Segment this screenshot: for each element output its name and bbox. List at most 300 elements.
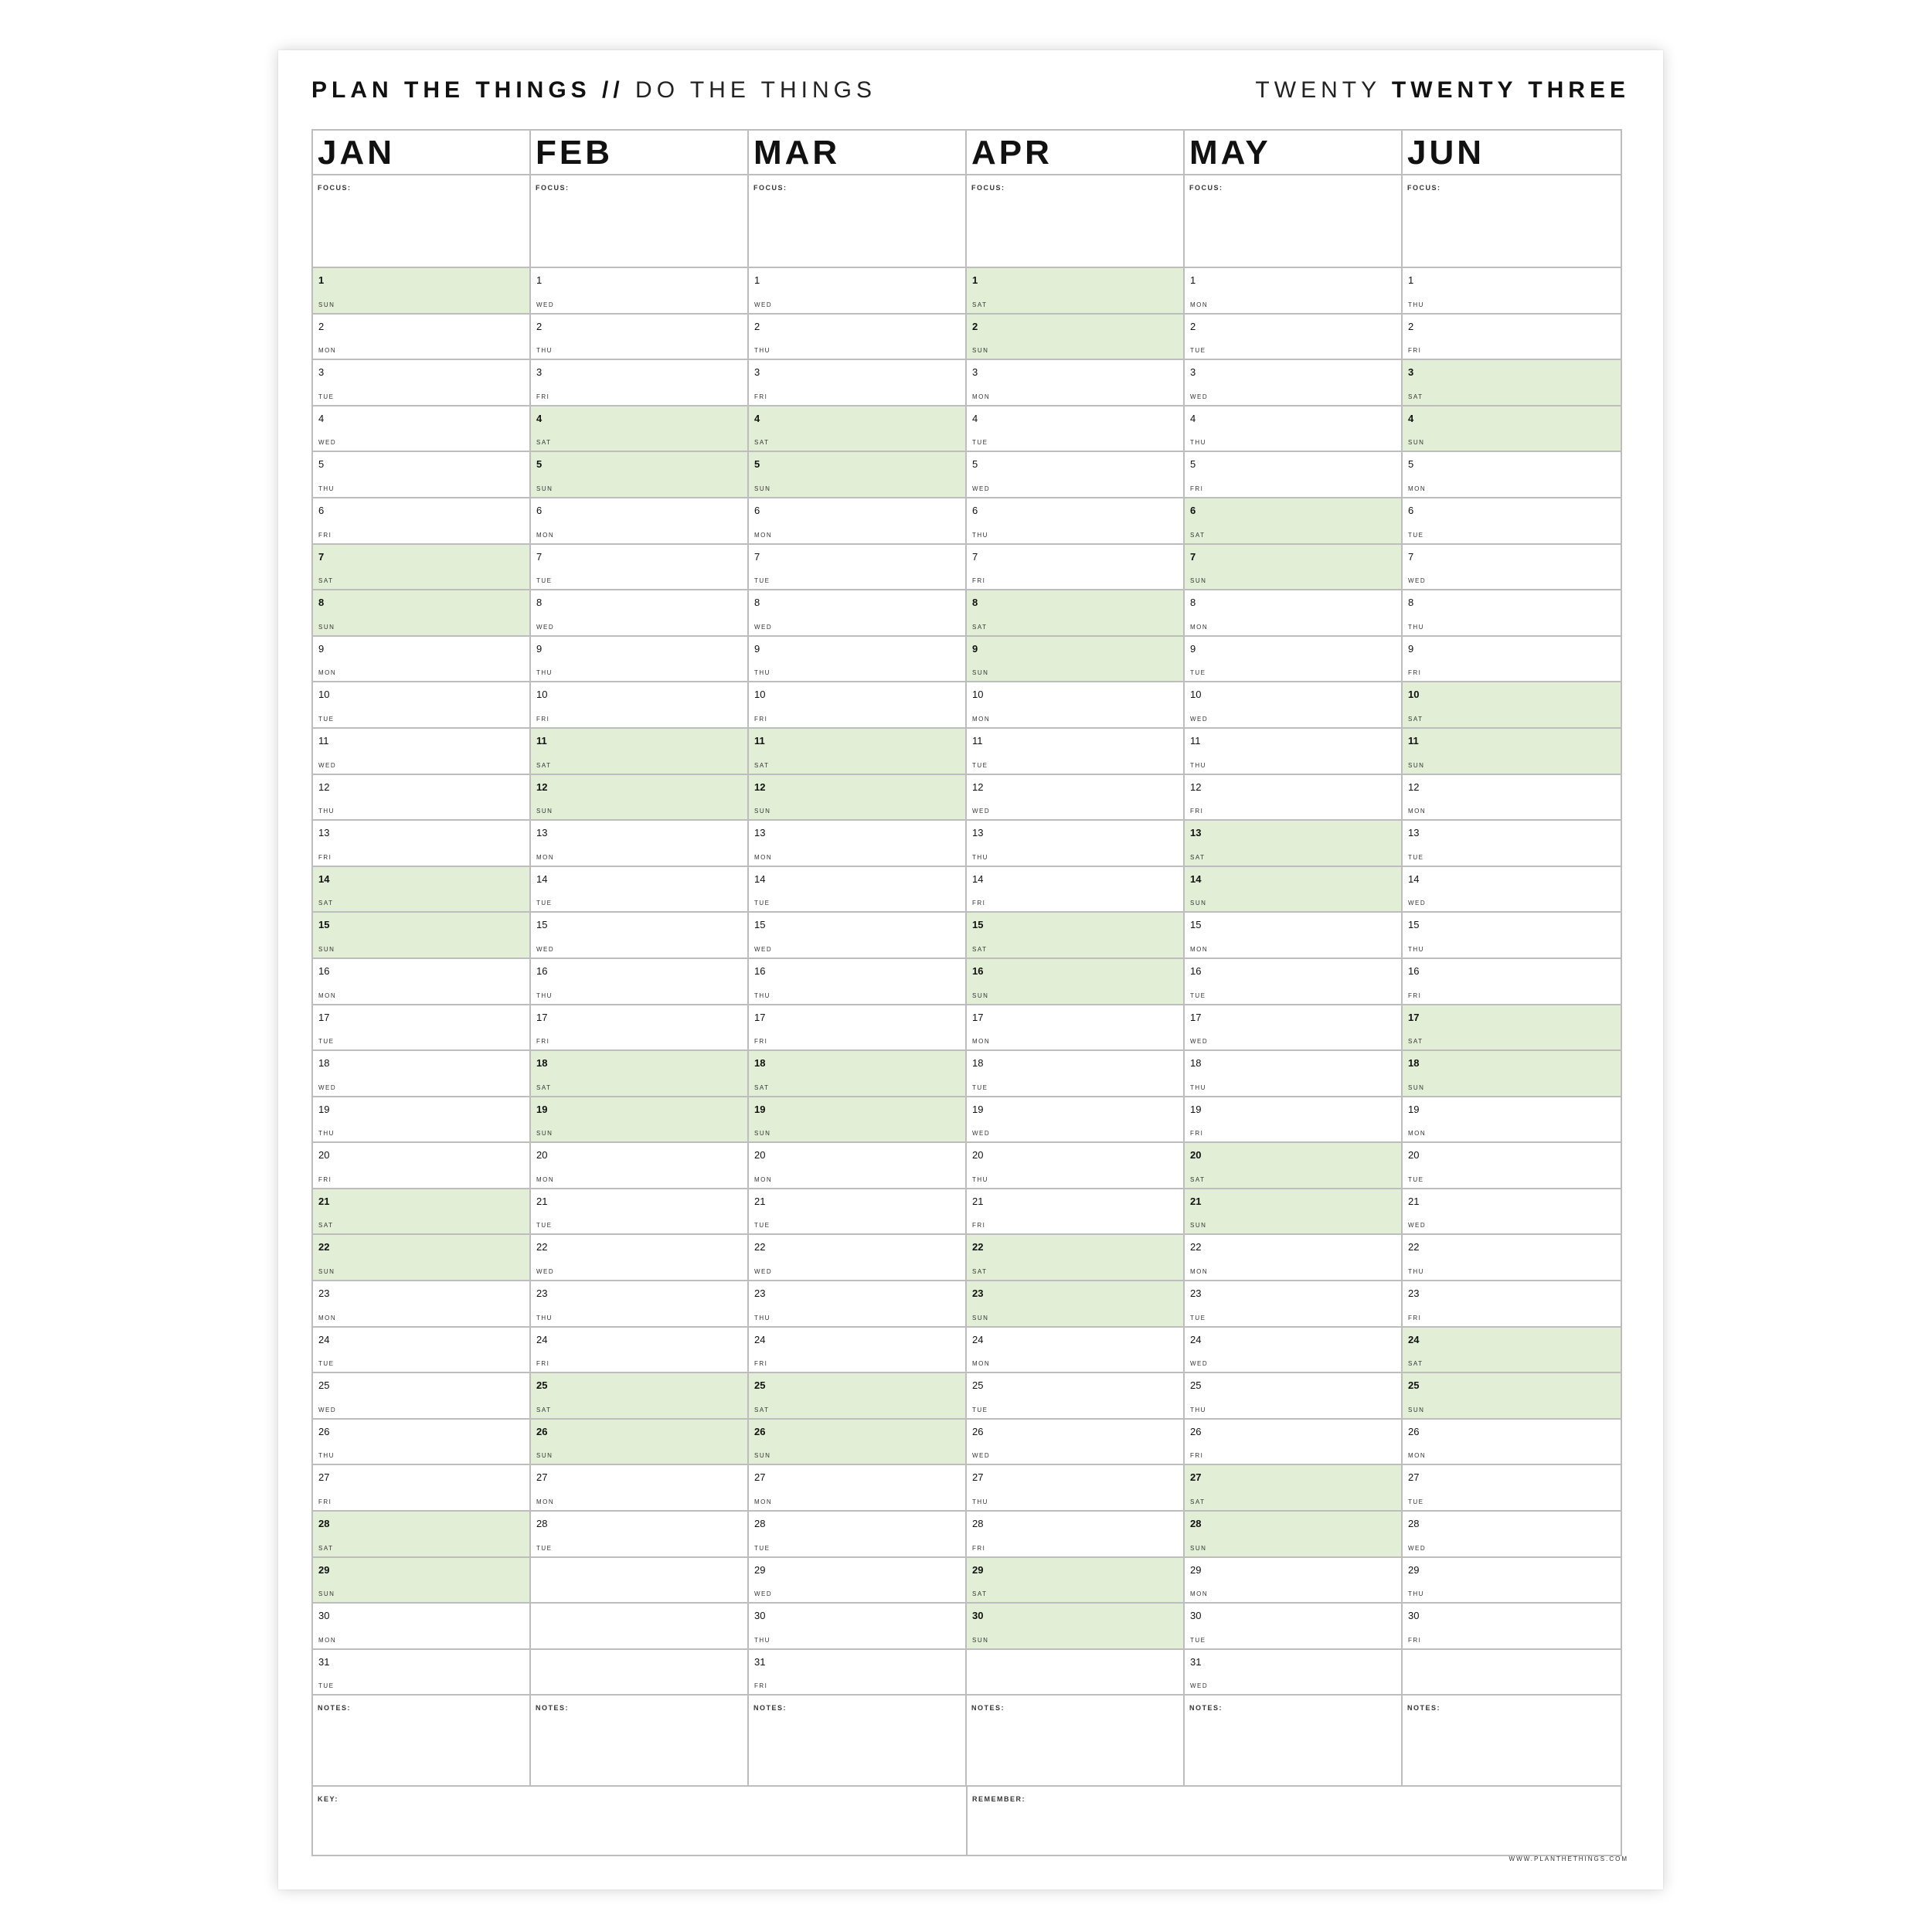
day-number: 17 xyxy=(972,1011,984,1023)
day-number: 13 xyxy=(536,827,548,839)
day-cell[interactable] xyxy=(1185,1373,1401,1420)
day-cell[interactable] xyxy=(313,1097,529,1144)
day-cell[interactable] xyxy=(1403,590,1621,637)
notes-box[interactable] xyxy=(967,1696,1183,1787)
day-cell[interactable] xyxy=(1185,268,1401,315)
day-cell[interactable] xyxy=(1403,729,1621,775)
day-cell[interactable] xyxy=(313,1235,529,1281)
day-cell[interactable] xyxy=(313,867,529,913)
day-number: 5 xyxy=(972,458,978,471)
day-of-week: SAT xyxy=(536,1083,552,1091)
day-cell[interactable] xyxy=(1403,1281,1621,1328)
day-cell[interactable] xyxy=(1403,1328,1621,1374)
day-cell[interactable] xyxy=(531,913,747,959)
day-cell[interactable] xyxy=(1185,1051,1401,1097)
day-cell[interactable] xyxy=(967,1373,1183,1420)
day-cell[interactable] xyxy=(313,268,529,315)
day-cell[interactable] xyxy=(967,406,1183,453)
day-cell[interactable] xyxy=(967,637,1183,683)
day-number: 22 xyxy=(1408,1241,1420,1253)
day-cell[interactable] xyxy=(531,1328,747,1374)
day-cell[interactable] xyxy=(749,315,965,361)
day-cell[interactable] xyxy=(313,545,529,591)
remember-box[interactable] xyxy=(968,1787,1621,1855)
day-cell[interactable] xyxy=(967,1097,1183,1144)
day-of-week: SAT xyxy=(972,1590,988,1598)
day-cell[interactable] xyxy=(531,729,747,775)
day-cell[interactable] xyxy=(313,1465,529,1512)
day-cell[interactable] xyxy=(749,821,965,867)
day-of-week: FRI xyxy=(318,853,332,861)
day-cell[interactable] xyxy=(967,1005,1183,1052)
day-cell[interactable] xyxy=(967,1558,1183,1604)
focus-box[interactable] xyxy=(1185,175,1401,268)
day-cell[interactable] xyxy=(1403,1558,1621,1604)
day-number: 29 xyxy=(1408,1563,1420,1576)
day-cell[interactable] xyxy=(313,637,529,683)
day-cell[interactable] xyxy=(313,1420,529,1466)
day-of-week: FRI xyxy=(536,715,550,723)
day-of-week: TUE xyxy=(536,577,553,585)
day-cell[interactable] xyxy=(313,821,529,867)
day-of-week: TUE xyxy=(972,1083,988,1091)
day-of-week: FRI xyxy=(754,1360,768,1368)
day-cell[interactable] xyxy=(313,959,529,1005)
day-of-week: MON xyxy=(972,393,991,400)
day-number: 9 xyxy=(1190,642,1196,655)
day-cell[interactable] xyxy=(749,498,965,545)
day-cell[interactable] xyxy=(749,1604,965,1650)
day-number: 6 xyxy=(754,504,760,516)
day-cell[interactable] xyxy=(1403,775,1621,821)
day-number: 29 xyxy=(972,1563,984,1576)
day-cell[interactable] xyxy=(749,729,965,775)
day-cell[interactable] xyxy=(1403,498,1621,545)
day-cell[interactable] xyxy=(749,1051,965,1097)
day-cell[interactable] xyxy=(1185,775,1401,821)
day-of-week: FRI xyxy=(1190,1130,1204,1138)
day-cell[interactable] xyxy=(531,1512,747,1558)
day-cell[interactable] xyxy=(1185,1604,1401,1650)
day-number: 24 xyxy=(318,1333,330,1345)
day-cell[interactable] xyxy=(313,1189,529,1236)
day-number: 16 xyxy=(972,964,984,977)
day-cell[interactable] xyxy=(531,775,747,821)
focus-box[interactable] xyxy=(1403,175,1621,268)
day-of-week: TUE xyxy=(1190,669,1206,677)
day-cell[interactable] xyxy=(1403,315,1621,361)
day-cell[interactable] xyxy=(531,637,747,683)
day-number: 11 xyxy=(1190,734,1201,747)
day-of-week: THU xyxy=(754,347,770,355)
notes-box[interactable] xyxy=(531,1696,747,1787)
day-cell[interactable] xyxy=(967,1512,1183,1558)
day-cell[interactable] xyxy=(531,498,747,545)
day-cell[interactable] xyxy=(749,545,965,591)
day-cell[interactable] xyxy=(967,1281,1183,1328)
day-cell[interactable] xyxy=(749,867,965,913)
day-cell[interactable] xyxy=(313,1143,529,1189)
day-cell[interactable] xyxy=(1185,1558,1401,1604)
day-cell[interactable] xyxy=(1403,1235,1621,1281)
header-tagline xyxy=(311,77,876,104)
month-column-apr xyxy=(967,131,1185,1787)
day-of-week: MON xyxy=(1190,623,1209,631)
day-cell[interactable] xyxy=(967,1051,1183,1097)
notes-box[interactable] xyxy=(1403,1696,1621,1787)
day-number: 14 xyxy=(972,872,984,885)
day-number: 18 xyxy=(1190,1057,1202,1070)
day-cell[interactable] xyxy=(749,1558,965,1604)
day-number: 14 xyxy=(1190,872,1202,885)
day-cell[interactable] xyxy=(313,775,529,821)
day-of-week: SUN xyxy=(536,808,553,815)
day-cell[interactable] xyxy=(749,406,965,453)
day-cell[interactable] xyxy=(967,545,1183,591)
day-cell[interactable] xyxy=(313,452,529,498)
day-cell[interactable] xyxy=(531,1373,747,1420)
day-cell[interactable] xyxy=(531,682,747,729)
day-cell[interactable] xyxy=(749,1420,965,1466)
day-cell[interactable] xyxy=(1185,1189,1401,1236)
day-cell[interactable] xyxy=(531,1051,747,1097)
day-cell[interactable] xyxy=(749,1465,965,1512)
day-cell[interactable] xyxy=(313,590,529,637)
day-number: 6 xyxy=(536,504,543,516)
day-cell[interactable] xyxy=(749,590,965,637)
day-cell[interactable] xyxy=(1185,682,1401,729)
day-of-week: MON xyxy=(318,1636,337,1644)
day-cell[interactable] xyxy=(531,959,747,1005)
day-cell[interactable] xyxy=(749,1512,965,1558)
day-cell[interactable] xyxy=(1403,913,1621,959)
empty-day-cell xyxy=(967,1650,1183,1696)
day-cell[interactable] xyxy=(749,1189,965,1236)
day-cell[interactable] xyxy=(749,452,965,498)
day-number: 5 xyxy=(318,458,325,471)
day-cell[interactable] xyxy=(967,1465,1183,1512)
day-cell[interactable] xyxy=(1403,406,1621,453)
day-cell[interactable] xyxy=(313,729,529,775)
day-of-week: SUN xyxy=(972,669,989,677)
day-cell[interactable] xyxy=(1185,959,1401,1005)
day-cell[interactable] xyxy=(531,1143,747,1189)
focus-label: FOCUS: xyxy=(753,184,787,192)
day-cell[interactable] xyxy=(1403,1005,1621,1052)
focus-box[interactable] xyxy=(313,175,529,268)
day-cell[interactable] xyxy=(313,1005,529,1052)
day-cell[interactable] xyxy=(1185,590,1401,637)
tagline-light: DO THE THINGS xyxy=(635,77,876,103)
day-of-week: SAT xyxy=(1190,531,1206,539)
day-cell[interactable] xyxy=(531,867,747,913)
month-column-jan xyxy=(313,131,531,1787)
day-cell[interactable] xyxy=(1403,360,1621,406)
day-of-week: MON xyxy=(972,715,991,723)
day-cell[interactable] xyxy=(749,775,965,821)
day-number: 11 xyxy=(972,734,983,747)
day-cell[interactable] xyxy=(313,1328,529,1374)
day-cell[interactable] xyxy=(1403,682,1621,729)
day-number: 10 xyxy=(1408,689,1420,701)
day-cell[interactable] xyxy=(1403,545,1621,591)
day-number: 27 xyxy=(1408,1471,1420,1484)
day-cell[interactable] xyxy=(313,913,529,959)
day-cell[interactable] xyxy=(749,1281,965,1328)
day-cell[interactable] xyxy=(531,1420,747,1466)
day-number: 28 xyxy=(536,1518,548,1530)
day-number: 28 xyxy=(1408,1518,1420,1530)
day-cell[interactable] xyxy=(1403,452,1621,498)
day-of-week: SUN xyxy=(1408,439,1425,447)
day-cell[interactable] xyxy=(531,268,747,315)
day-cell[interactable] xyxy=(1185,867,1401,913)
day-cell[interactable] xyxy=(967,452,1183,498)
day-cell[interactable] xyxy=(1403,867,1621,913)
day-number: 6 xyxy=(1408,504,1414,516)
day-cell[interactable] xyxy=(749,1373,965,1420)
notes-label: NOTES: xyxy=(318,1704,352,1713)
day-cell[interactable] xyxy=(313,1604,529,1650)
day-cell[interactable] xyxy=(749,1143,965,1189)
day-cell[interactable] xyxy=(1403,1465,1621,1512)
day-of-week: MON xyxy=(754,1498,773,1506)
day-cell[interactable] xyxy=(1185,1005,1401,1052)
day-of-week: THU xyxy=(1408,301,1424,308)
day-of-week: THU xyxy=(1190,439,1206,447)
day-cell[interactable] xyxy=(967,1189,1183,1236)
day-number: 22 xyxy=(754,1241,766,1253)
day-cell[interactable] xyxy=(967,821,1183,867)
day-number: 11 xyxy=(1408,734,1419,747)
day-cell[interactable] xyxy=(313,498,529,545)
day-cell[interactable] xyxy=(531,1281,747,1328)
focus-box[interactable] xyxy=(531,175,747,268)
day-cell[interactable] xyxy=(749,268,965,315)
day-cell[interactable] xyxy=(1403,1420,1621,1466)
day-cell[interactable] xyxy=(1185,452,1401,498)
day-number: 11 xyxy=(754,734,765,747)
day-of-week: WED xyxy=(318,1406,337,1413)
day-of-week: SAT xyxy=(1408,393,1423,400)
day-cell[interactable] xyxy=(967,682,1183,729)
day-cell[interactable] xyxy=(1403,1604,1621,1650)
day-number: 28 xyxy=(1190,1518,1202,1530)
day-cell[interactable] xyxy=(313,315,529,361)
day-cell[interactable] xyxy=(313,682,529,729)
day-cell[interactable] xyxy=(1185,1650,1401,1696)
day-cell[interactable] xyxy=(313,406,529,453)
day-number: 19 xyxy=(972,1103,984,1115)
day-number: 20 xyxy=(972,1149,984,1162)
day-cell[interactable] xyxy=(531,821,747,867)
day-cell[interactable] xyxy=(1403,821,1621,867)
day-cell[interactable] xyxy=(1185,729,1401,775)
day-cell[interactable] xyxy=(967,315,1183,361)
day-cell[interactable] xyxy=(749,682,965,729)
day-cell[interactable] xyxy=(749,959,965,1005)
day-cell[interactable] xyxy=(1403,637,1621,683)
day-number: 4 xyxy=(1190,412,1196,424)
day-cell[interactable] xyxy=(531,1005,747,1052)
day-cell[interactable] xyxy=(531,1235,747,1281)
day-cell[interactable] xyxy=(1403,1143,1621,1189)
day-cell[interactable] xyxy=(967,360,1183,406)
day-cell[interactable] xyxy=(531,545,747,591)
day-cell[interactable] xyxy=(313,1281,529,1328)
day-cell[interactable] xyxy=(749,1097,965,1144)
day-cell[interactable] xyxy=(749,637,965,683)
day-number: 30 xyxy=(1408,1610,1420,1622)
notes-box[interactable] xyxy=(749,1696,965,1787)
day-number: 19 xyxy=(1408,1103,1420,1115)
day-cell[interactable] xyxy=(531,1097,747,1144)
day-cell[interactable] xyxy=(1403,268,1621,315)
day-number: 31 xyxy=(318,1655,330,1668)
day-of-week: TUE xyxy=(536,1544,553,1552)
day-of-week: SUN xyxy=(972,1314,989,1321)
day-number: 23 xyxy=(318,1287,330,1300)
day-cell[interactable] xyxy=(1185,1420,1401,1466)
day-cell[interactable] xyxy=(967,867,1183,913)
day-cell[interactable] xyxy=(749,913,965,959)
day-of-week: SAT xyxy=(1408,1360,1423,1368)
day-cell[interactable] xyxy=(749,1328,965,1374)
day-cell[interactable] xyxy=(1185,1235,1401,1281)
day-of-week: TUE xyxy=(318,1360,335,1368)
day-cell[interactable] xyxy=(313,1051,529,1097)
day-of-week: SAT xyxy=(318,1222,334,1230)
day-number: 26 xyxy=(1408,1425,1420,1437)
day-cell[interactable] xyxy=(531,1465,747,1512)
day-number: 8 xyxy=(1190,597,1196,609)
day-number: 7 xyxy=(536,550,543,563)
day-number: 16 xyxy=(1190,964,1202,977)
day-cell[interactable] xyxy=(1185,1465,1401,1512)
day-of-week: THU xyxy=(536,669,553,677)
day-number: 28 xyxy=(972,1518,984,1530)
day-cell[interactable] xyxy=(1185,637,1401,683)
day-number: 17 xyxy=(536,1011,548,1023)
day-number: 25 xyxy=(972,1379,984,1392)
day-cell[interactable] xyxy=(1185,821,1401,867)
day-cell[interactable] xyxy=(967,1235,1183,1281)
day-cell[interactable] xyxy=(749,360,965,406)
day-of-week: SAT xyxy=(754,1083,770,1091)
focus-box[interactable] xyxy=(749,175,965,268)
day-number: 11 xyxy=(536,734,547,747)
day-cell[interactable] xyxy=(313,1373,529,1420)
day-cell[interactable] xyxy=(749,1005,965,1052)
day-of-week: WED xyxy=(536,301,555,308)
focus-label: FOCUS: xyxy=(1407,184,1441,192)
key-box[interactable] xyxy=(313,1787,968,1855)
day-cell[interactable] xyxy=(1185,545,1401,591)
day-cell[interactable] xyxy=(1185,1097,1401,1144)
day-number: 15 xyxy=(1408,919,1420,931)
day-cell[interactable] xyxy=(531,406,747,453)
day-cell[interactable] xyxy=(531,360,747,406)
day-cell[interactable] xyxy=(749,1650,965,1696)
day-cell[interactable] xyxy=(1403,1189,1621,1236)
day-cell[interactable] xyxy=(967,1143,1183,1189)
day-cell[interactable] xyxy=(531,590,747,637)
day-number: 29 xyxy=(754,1563,766,1576)
day-number: 21 xyxy=(972,1195,984,1207)
day-number: 26 xyxy=(536,1425,548,1437)
day-of-week: WED xyxy=(1408,577,1427,585)
day-cell[interactable] xyxy=(1185,1281,1401,1328)
day-of-week: SAT xyxy=(1190,853,1206,861)
day-cell[interactable] xyxy=(967,1604,1183,1650)
day-of-week: SAT xyxy=(536,439,552,447)
day-cell[interactable] xyxy=(1185,315,1401,361)
day-number: 5 xyxy=(754,458,760,471)
day-cell[interactable] xyxy=(1185,1328,1401,1374)
day-number: 30 xyxy=(1190,1610,1202,1622)
day-cell[interactable] xyxy=(1185,1512,1401,1558)
notes-box[interactable] xyxy=(1185,1696,1401,1787)
day-cell[interactable] xyxy=(313,1512,529,1558)
day-cell[interactable] xyxy=(1403,1512,1621,1558)
day-cell[interactable] xyxy=(1403,1097,1621,1144)
day-number: 12 xyxy=(1408,781,1420,793)
day-of-week: SAT xyxy=(1190,1175,1206,1183)
day-cell[interactable] xyxy=(967,268,1183,315)
day-of-week: TUE xyxy=(1190,347,1206,355)
day-cell[interactable] xyxy=(531,1189,747,1236)
day-of-week: FRI xyxy=(536,393,550,400)
notes-box[interactable] xyxy=(313,1696,529,1787)
day-of-week: THU xyxy=(1408,945,1424,953)
day-cell[interactable] xyxy=(967,913,1183,959)
focus-box[interactable] xyxy=(967,175,1183,268)
day-cell[interactable] xyxy=(1403,1051,1621,1097)
day-of-week: THU xyxy=(972,1175,988,1183)
day-cell[interactable] xyxy=(967,1420,1183,1466)
day-cell[interactable] xyxy=(967,1328,1183,1374)
day-of-week: MON xyxy=(536,1498,555,1506)
day-cell[interactable] xyxy=(1185,360,1401,406)
day-of-week: FRI xyxy=(318,1498,332,1506)
day-cell[interactable] xyxy=(1185,1143,1401,1189)
day-cell[interactable] xyxy=(1403,1373,1621,1420)
planner-poster xyxy=(278,50,1663,1889)
day-cell[interactable] xyxy=(313,1558,529,1604)
day-cell[interactable] xyxy=(749,1235,965,1281)
day-cell[interactable] xyxy=(1185,913,1401,959)
day-cell[interactable] xyxy=(313,360,529,406)
day-number: 26 xyxy=(972,1425,984,1437)
day-of-week: SUN xyxy=(972,347,989,355)
day-cell[interactable] xyxy=(967,775,1183,821)
day-cell[interactable] xyxy=(967,729,1183,775)
year-light: TWENTY xyxy=(1255,77,1381,103)
day-of-week: WED xyxy=(536,1268,555,1276)
day-cell[interactable] xyxy=(967,590,1183,637)
day-cell[interactable] xyxy=(967,498,1183,545)
day-cell[interactable] xyxy=(531,452,747,498)
day-of-week: TUE xyxy=(754,1544,770,1552)
day-cell[interactable] xyxy=(1185,406,1401,453)
day-number: 24 xyxy=(972,1333,984,1345)
day-cell[interactable] xyxy=(531,315,747,361)
day-cell[interactable] xyxy=(1403,959,1621,1005)
day-cell[interactable] xyxy=(1185,498,1401,545)
day-cell[interactable] xyxy=(313,1650,529,1696)
day-cell[interactable] xyxy=(967,959,1183,1005)
day-number: 6 xyxy=(318,504,325,516)
